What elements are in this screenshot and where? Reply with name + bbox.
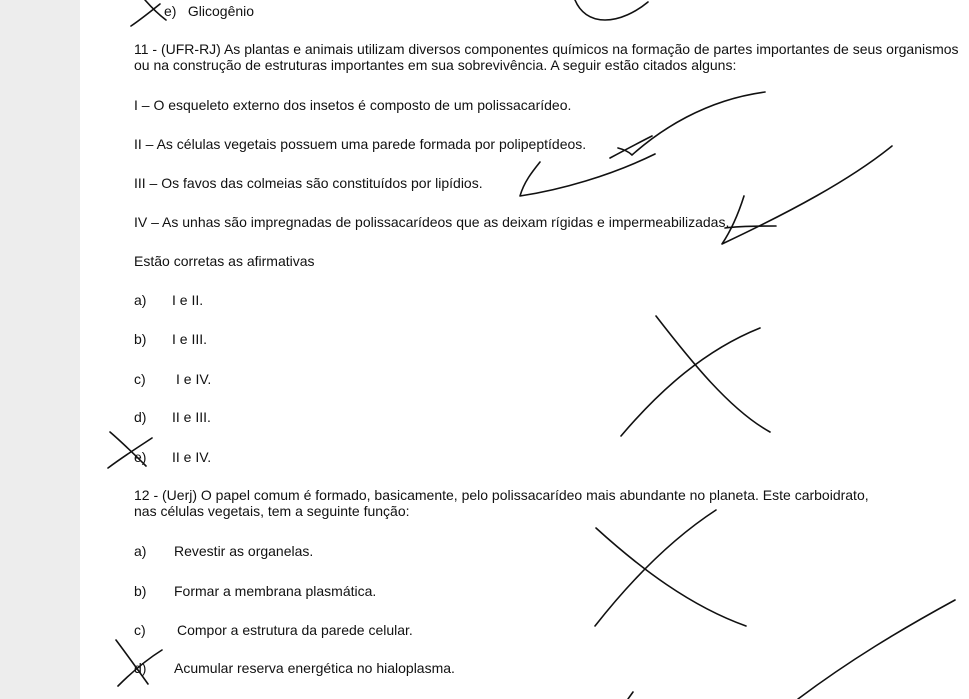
option-text: II e IV. — [172, 449, 212, 465]
q12-header: 12 - (Uerj) O papel comum é formado, basicamente, pelo polissacarídeo mais abundante no planeta. Este carboidrato, nas células vegetais, tem a seguinte função: — [134, 487, 869, 519]
q11-option-b — [134, 331, 207, 347]
left-gutter — [0, 0, 80, 699]
document-page — [80, 0, 969, 699]
option-letter: a) — [134, 543, 147, 559]
q11-option-a — [134, 292, 203, 308]
option-letter: b) — [134, 331, 147, 347]
option-text: Acumular reserva energética no hialoplasma. — [174, 660, 455, 676]
q11-option-d — [134, 409, 211, 425]
q12-option-a — [134, 543, 313, 559]
q11-statement-3: III – Os favos das colmeias são constituídos por lipídios. — [134, 175, 483, 191]
option-letter: c) — [134, 622, 146, 638]
option-letter: d) — [134, 409, 147, 425]
q11-prompt: Estão corretas as afirmativas — [134, 253, 315, 269]
option-letter: a) — [134, 292, 147, 308]
q12-option-b — [134, 583, 376, 599]
option-letter: e) — [164, 3, 177, 19]
q12-option-d — [134, 660, 455, 676]
q11-statement-4: IV – As unhas são impregnadas de polissacarídeos que as deixam rígidas e impermeabilizadas. — [134, 214, 730, 230]
q11-option-c — [134, 371, 211, 387]
option-letter: b) — [134, 583, 147, 599]
option-letter: d) — [134, 660, 147, 676]
option-letter: e) — [134, 449, 147, 465]
option-text: Compor a estrutura da parede celular. — [177, 622, 413, 638]
option-text: Revestir as organelas. — [174, 543, 314, 559]
q11-header: 11 - (UFR-RJ) As plantas e animais utilizam diversos componentes químicos na formação de partes importantes de seus organismos ou na construção de estruturas importantes em sua sobrevivência. A seguir estão citados alguns: — [134, 41, 959, 73]
q11-statement-2: II – As células vegetais possuem uma parede formada por polipeptídeos. — [134, 136, 587, 152]
q10-option-e — [164, 3, 254, 19]
option-letter: c) — [134, 371, 146, 387]
q11-statement-1: I – O esqueleto externo dos insetos é composto de um polissacarídeo. — [134, 97, 572, 113]
option-text: I e IV. — [176, 371, 212, 387]
q12-option-c — [134, 622, 413, 638]
option-text: Glicogênio — [187, 3, 255, 19]
option-text: Formar a membrana plasmática. — [174, 583, 377, 599]
option-text: II e III. — [172, 409, 211, 425]
option-text: I e II. — [172, 292, 204, 308]
option-text: I e III. — [172, 331, 208, 347]
q11-option-e — [134, 449, 211, 465]
